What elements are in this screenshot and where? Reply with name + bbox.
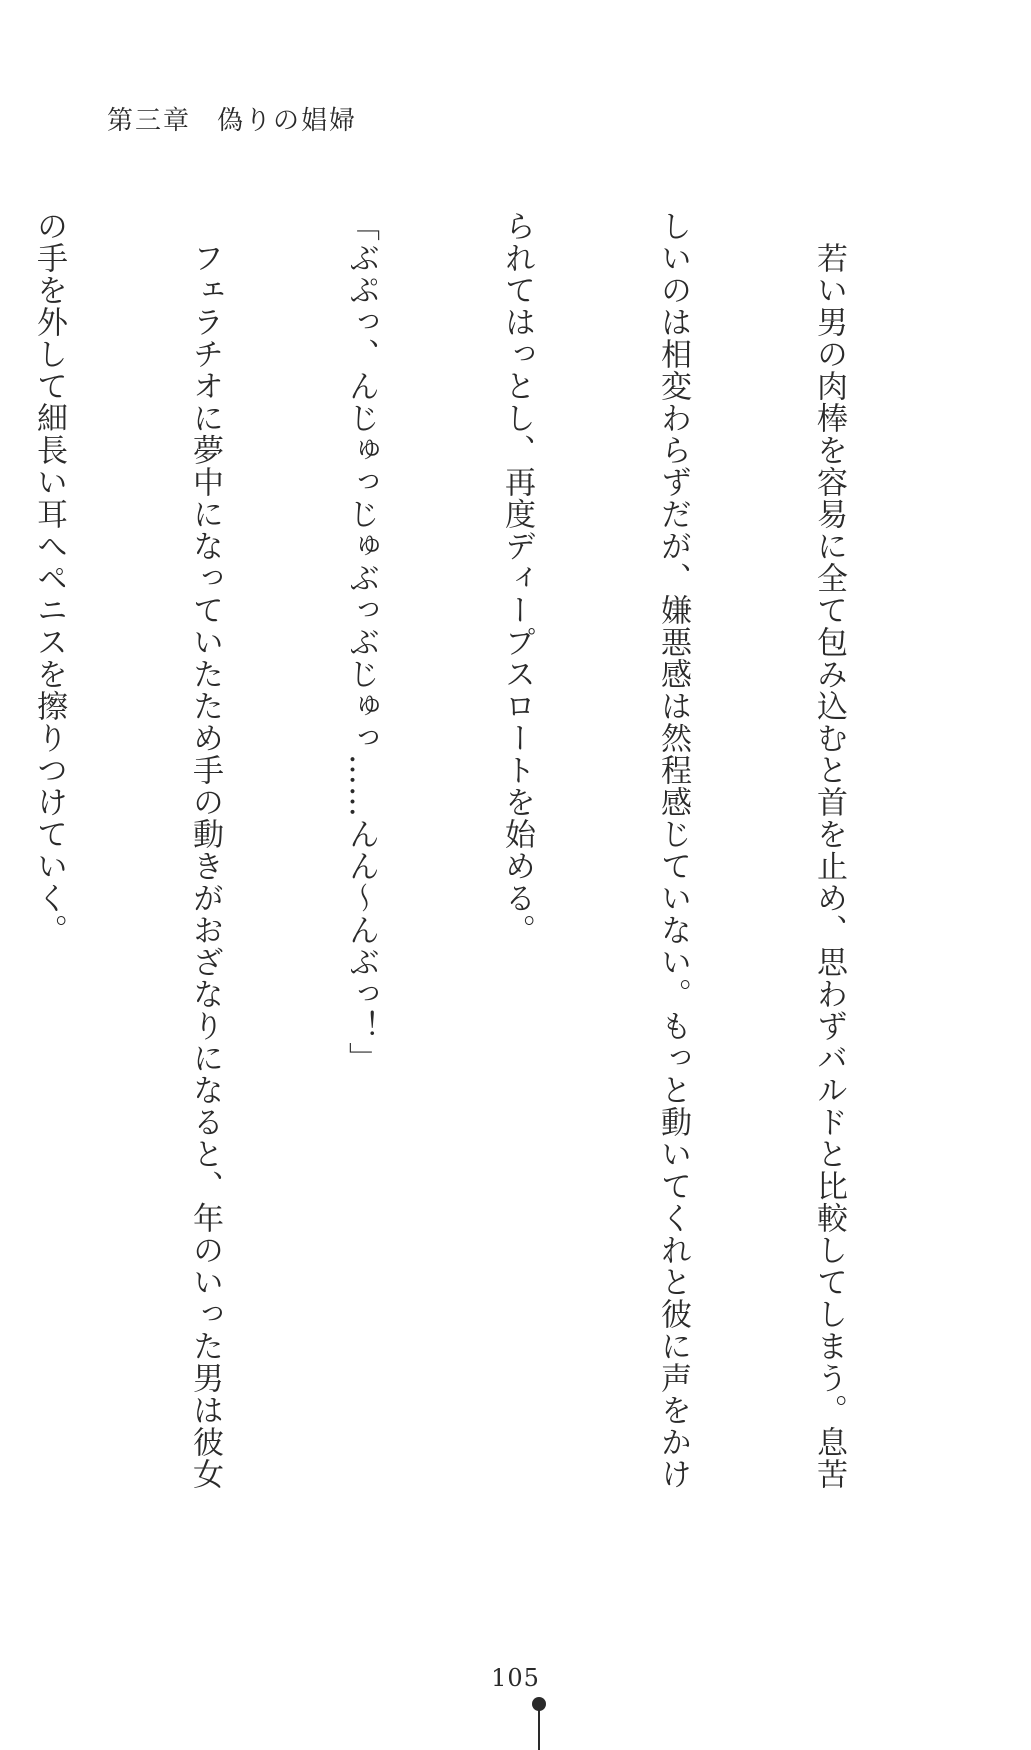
- text-line: られてはっとし、再度ディープスロートを始める。: [499, 210, 535, 946]
- running-header: [107, 100, 357, 137]
- bookmark-line: [538, 1708, 540, 1750]
- text-line: フェラチオに夢中になっていたため手の動きがおざなりになると、年のいった男は彼女: [187, 210, 223, 1490]
- body-text: [0, 210, 959, 1490]
- chapter-number: 第三章: [107, 106, 192, 136]
- text-line: 若い男の肉棒を容易に全て包み込むと首を止め、思わずバルドと比較してしまう。息苦: [811, 210, 847, 1490]
- chapter-title: 偽りの娼婦: [217, 106, 358, 136]
- text-line: の手を外して細長い耳へペニスを擦りつけていく。: [31, 210, 67, 946]
- text-line: しいのは相変わらずだが、嫌悪感は然程感じていない。もっと動いてくれと彼に声をかけ: [655, 210, 691, 1490]
- text-line: 「ぶぷっ、んじゅっじゅぶっぶじゅっ……んん～んぶっ！」: [343, 210, 379, 1074]
- page-number: 105: [491, 1664, 540, 1692]
